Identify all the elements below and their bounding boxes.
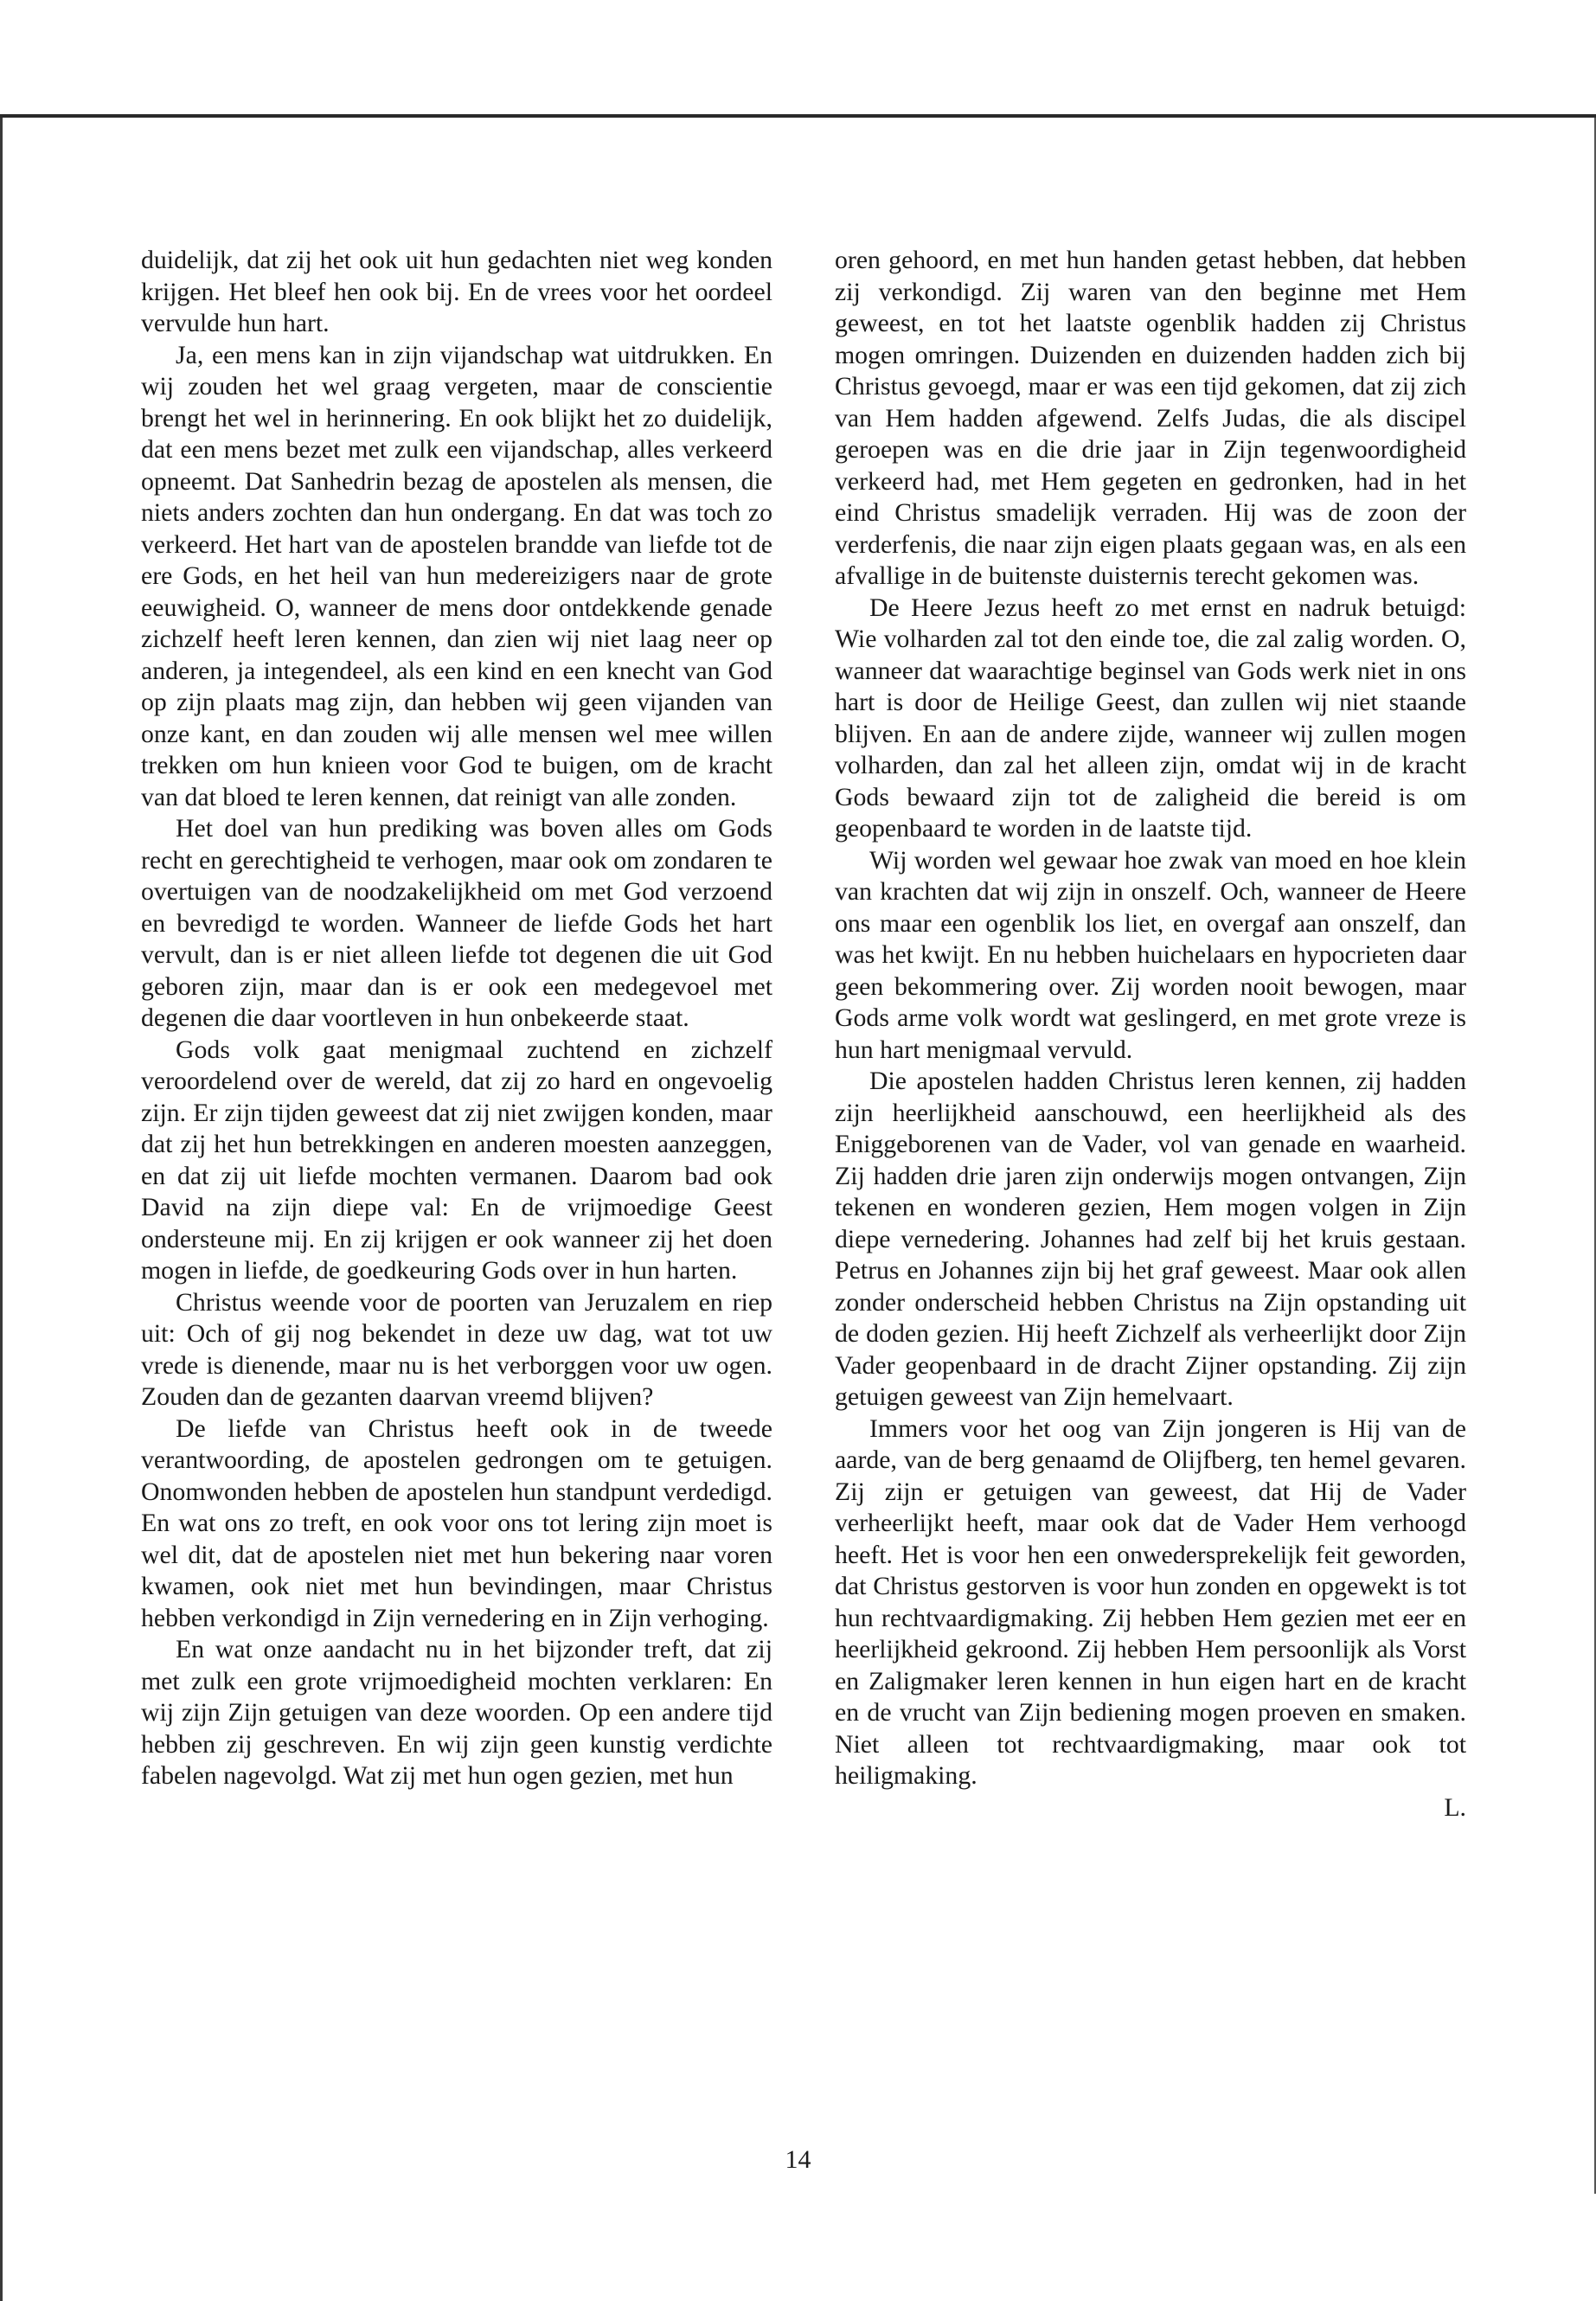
left-column [141,245,772,1792]
paragraph: oren gehoord, en met hun handen getast hebben, dat hebben zij verkondigd. Zij waren van den beginne met Hem geweest, en tot het laatste ogenblik hadden zij Christus mogen omringen. Duizenden en duizenden hadden zich bij Christus gevoegd, maar er was een tijd gekomen, dat zij zich van Hem hadden afgewend. Zelfs Judas, die als discipel geroepen was en die drie jaar in Zijn tegenwoordigheid verkeerd had, met Hem gegeten en gedronken, had in het eind Christus smadelijk verraden. Hij was de zoon der verderfenis, die naar zijn eigen plaats gegaan was, en als een afvallige in de buitenste duisternis terecht gekomen was. [835,246,1466,590]
paragraph: Het doel van hun prediking was boven alles om Gods recht en gerechtigheid te verhogen, maar ook om zondaren te overtuigen van de noodzakelijkheid om met God verzoend en bevredigd te worden. Wanneer de liefde Gods het hart vervult, dan is er niet alleen liefde tot degenen die uit God geboren zijn, maar dan is er ook een medegevoel met degenen die daar voortleven in hun onbekeerde staat. [141,814,772,1032]
paragraph: Gods volk gaat menigmaal zuchtend en zichzelf veroordelend over de wereld, dat zij zo hard en ongevoelig zijn. Er zijn tijden geweest dat zij niet zwijgen konden, maar dat zij het hun betrekkingen en anderen moesten aanzeggen, en dat zij uit liefde mochten vermanen. Daarom bad ook David na zijn diepe val: En de vrijmoedige Geest ondersteune mij. En zij krijgen er ook wanneer zij het doen mogen in liefde, de goedkeuring Gods over in hun harten. [141,1035,772,1285]
paragraph: Christus weende voor de poorten van Jeruzalem en riep uit: Och of gij nog bekendet in deze uw dag, wat tot uw vrede is dienende, maar nu is het verborggen voor uw ogen. Zouden dan de gezanten daarvan vreemd blijven? [141,1287,772,1411]
paragraph: Wij worden wel gewaar hoe zwak van moed en hoe klein van krachten dat wij zijn in onszelf. Och, wanneer de Heere ons maar een ogenblik los liet, en overgaf aan onszelf, dan was het kwijt. En nu hebben huichelaars en hypocrieten daar geen bekommering over. Zij worden nooit bewogen, maar Gods arme volk wordt wat geslingerd, en met grote vreze is hun hart menigmaal vervuld. [835,845,1466,1064]
right-column [835,245,1466,1823]
scan-edge-left [0,118,3,2301]
paragraph: Immers voor het oog van Zijn jongeren is Hij van de aarde, van de berg genaamd de Olijfberg, ten hemel gevaren. Zij zijn er getuigen van geweest, dat Hij de Vader verheerlijkt heeft, maar ook dat de Vader Hem verhoogd heeft. Het is voor hen een onwedersprekelijk feit geworden, dat Christus gestorven is voor hun zonden en opgewekt is tot hun rechtvaardigmaking. Zij hebben Hem gezien met eer en heerlijkheid gekroond. Zij hebben Hem persoonlijk als Vorst en Zaligmaker leren kennen in hun eigen hart en de kracht en de vrucht van Zijn bediening mogen proeven en smaken. Niet alleen tot rechtvaardigmaking, maar ook tot heiligmaking. [835,1413,1466,1790]
paragraph: Ja, een mens kan in zijn vijandschap wat uitdrukken. En wij zouden het wel graag vergeten, maar de conscientie brengt het wel in herinnering. En ook blijkt het zo duidelijk, dat een mens bezet met zulk een vijandschap, alles verkeerd opneemt. Dat Sanhedrin bezag de apostelen als mensen, die niets anders zochten dan hun ondergang. En dat was toch zo verkeerd. Het hart van de apostelen brandde van liefde tot de ere Gods, en het heil van hun medereizigers naar de grote eeuwigheid. O, wanneer de mens door ontdekkende genade zichzelf heeft leren kennen, dan zien wij niet laag neer op anderen, ja integendeel, als een kind en een knecht van God op zijn plaats mag zijn, dan hebben wij geen vijanden van onze kant, en dan zouden wij alle mensen wel mee willen trekken om hun knieen voor God te buigen, om de kracht van dat bloed te leren kennen, dat reinigt van alle zonden. [141,340,772,811]
author-signature: L. [1444,1792,1466,1822]
scan-edge-top [0,114,1596,118]
paragraph: Die apostelen hadden Christus leren kennen, zij hadden zijn heerlijkheid aanschouwd, een heerlijkheid als des Eniggeborenen van de Vader, vol van genade en waarheid. Zij hadden drie jaren zijn onderwijs mogen ontvangen, Zijn tekenen en wonderen gezien, Hem mogen volgen in Zijn diepe vernedering. Johannes had zelf bij het kruis gestaan. Petrus en Johannes zijn bij het graf geweest. Maar ook allen zonder onderscheid hebben Christus na Zijn opstanding uit de doden gezien. Hij heeft Zichzelf als verheerlijkt door Zijn Vader geopenbaard in de dracht Zijner opstanding. Zij zijn getuigen geweest van Zijn hemelvaart. [835,1067,1466,1411]
page-number: 14 [785,2145,811,2174]
paragraph: En wat onze aandacht nu in het bijzonder treft, dat zij met zulk een grote vrijmoedigheid mochten verklaren: En wij zijn Zijn getuigen van deze woorden. Op een andere tijd hebben zij geschreven. En wij zijn geen kunstig verdichte fabelen nagevolgd. Wat zij met hun ogen gezien, met hun [141,1635,772,1790]
paragraph: De liefde van Christus heeft ook in de tweede verantwoording, de apostelen gedrongen om te getuigen. Onomwonden hebben de apostelen hun standpunt verdedigd. En wat ons zo treft, en ook voor ons tot lering zijn moet is wel dit, dat de apostelen niet met hun bekering naar voren kwamen, ook niet met hun bevindingen, maar Christus hebben verkondigd in Zijn vernedering en in Zijn verhoging. [141,1413,772,1632]
paragraph: De Heere Jezus heeft zo met ernst en nadruk betuigd: Wie volharden zal tot den einde toe, die zal zalig worden. O, wanneer dat waarachtige beginsel van Gods werk niet in ons hart is door de Heilige Geest, dan zullen wij niet staande blijven. En aan de andere zijde, wanneer wij zullen mogen volharden, dan zal het alleen zijn, omdat wij in de kracht Gods bewaard zijn tot de zaligheid die bereid is om geopenbaard te worden in de laatste tijd. [835,593,1466,843]
paragraph: duidelijk, dat zij het ook uit hun gedachten niet weg konden krijgen. Het bleef hen ook bij. En de vrees voor het oordeel vervulde hun hart. [141,246,772,337]
